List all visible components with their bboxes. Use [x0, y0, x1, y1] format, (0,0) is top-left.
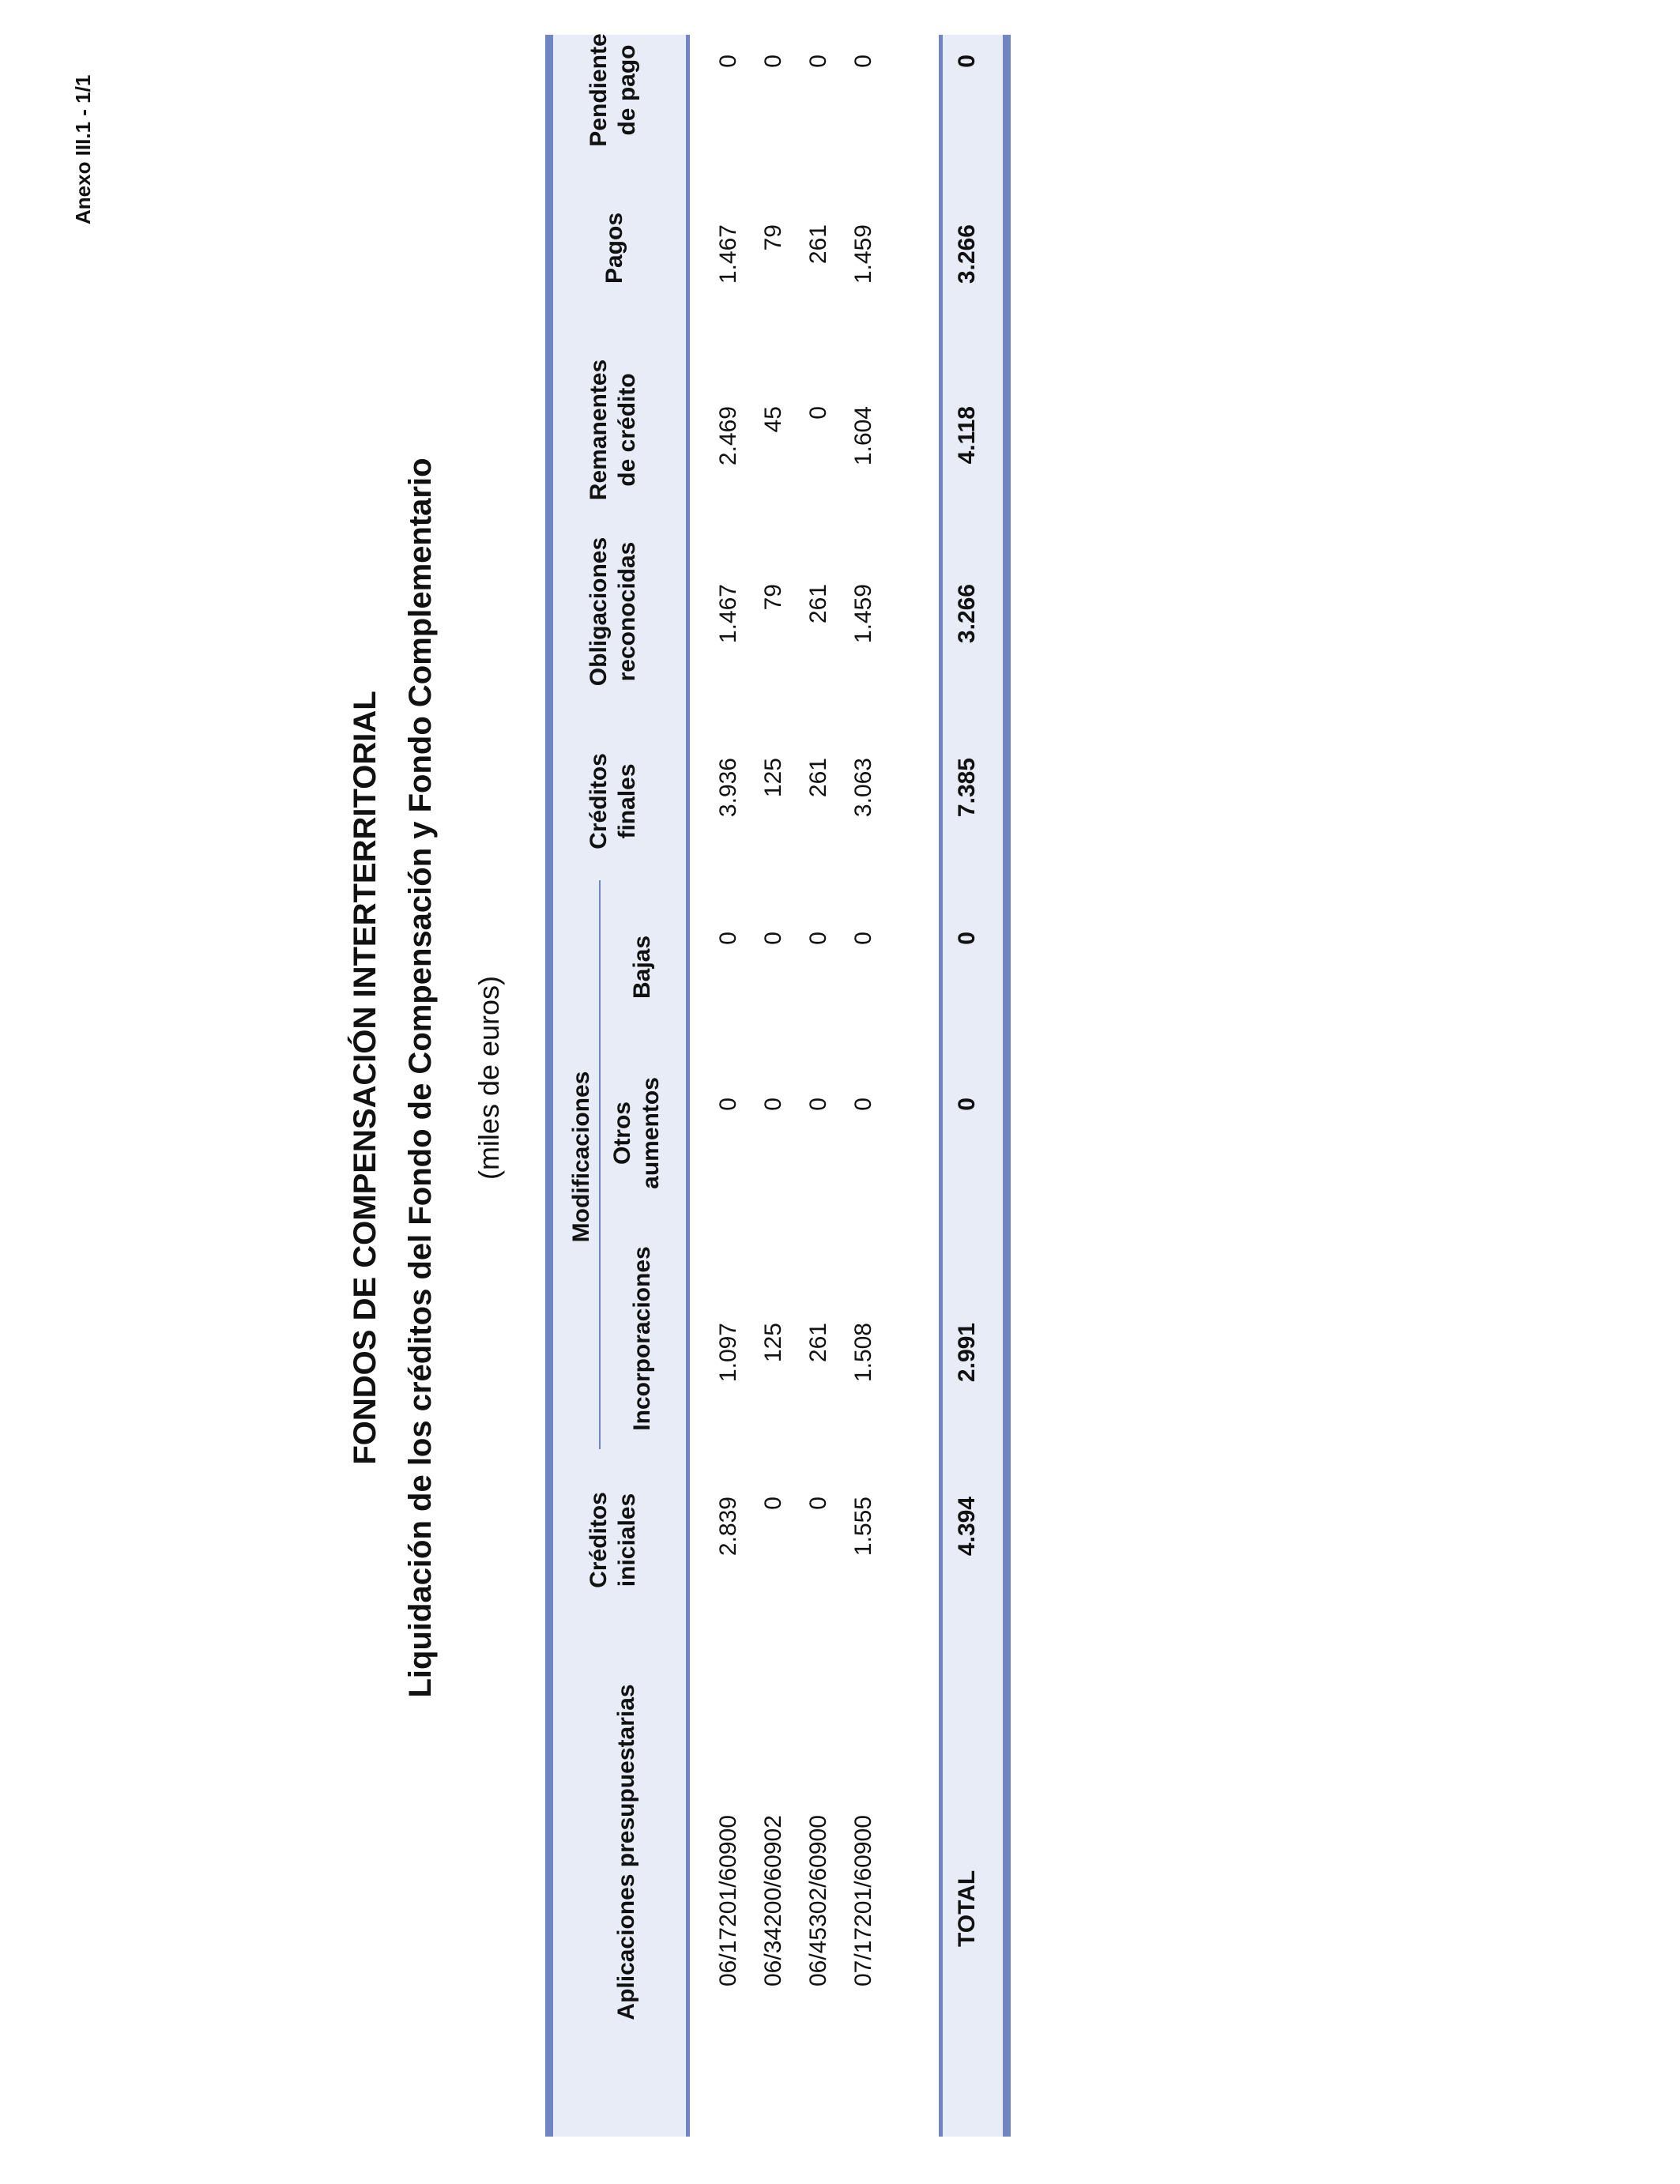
cell-obl: 79	[760, 584, 786, 611]
cell-obl: 1.459	[850, 584, 876, 644]
cell-bajas: 0	[850, 932, 876, 945]
header-aplicaciones: Aplicaciones presupuestarias	[613, 1684, 639, 2020]
page-title: FONDOS DE COMPENSACIÓN INTERTERRITORIAL	[348, 691, 382, 1465]
header-creditos-finales: Créditos finales	[586, 753, 640, 849]
cell-pag: 1.459	[850, 224, 876, 284]
header-bajas: Bajas	[629, 935, 655, 1000]
cell-pend: 0	[760, 55, 786, 68]
total-label: TOTAL	[954, 1870, 980, 1947]
cell-bajas: 0	[805, 932, 831, 945]
total-otros: 0	[954, 1098, 980, 1111]
header-modificaciones: Modificaciones	[568, 1071, 594, 1243]
total-bajas: 0	[954, 932, 980, 945]
table-row	[805, 0, 849, 2184]
cell-fin: 3.936	[715, 758, 741, 818]
cell-ini: 0	[805, 1497, 831, 1510]
cell-inc: 261	[805, 1323, 831, 1363]
cell-inc: 1.097	[715, 1323, 741, 1383]
cell-bajas: 0	[760, 932, 786, 945]
cell-pend: 0	[850, 55, 876, 68]
cell-rem: 1.604	[850, 406, 876, 466]
cell-otros: 0	[715, 1098, 741, 1111]
cell-ini: 2.839	[715, 1497, 741, 1557]
header-creditos-iniciales: Créditos iniciales	[586, 1492, 640, 1588]
cell-bajas: 0	[715, 932, 741, 945]
cell-inc: 1.508	[850, 1323, 876, 1383]
cell-otros: 0	[760, 1098, 786, 1111]
cell-fin: 125	[760, 758, 786, 798]
total-fin: 7.385	[954, 758, 980, 818]
cell-fin: 3.063	[850, 758, 876, 818]
units-note: (miles de euros)	[473, 975, 505, 1180]
cell-pag: 1.467	[715, 224, 741, 284]
modificaciones-divider	[599, 880, 601, 1449]
cell-rem: 0	[805, 406, 831, 420]
cell-fin: 261	[805, 758, 831, 798]
total-pag: 3.266	[954, 224, 980, 284]
cell-pend: 0	[715, 55, 741, 68]
row-aplicacion: 07/17201/60900	[850, 1815, 876, 1986]
total-inc: 2.991	[954, 1323, 980, 1383]
header-incorporaciones: Incorporaciones	[629, 1246, 655, 1431]
page-subtitle: Liquidación de los créditos del Fondo de Compensación y Fondo Complementario	[403, 458, 438, 1698]
cell-ini: 1.555	[850, 1497, 876, 1557]
table-row	[760, 0, 804, 2184]
cell-otros: 0	[805, 1098, 831, 1111]
cell-obl: 1.467	[715, 584, 741, 644]
row-aplicacion: 06/17201/60900	[715, 1815, 741, 1986]
header-pagos: Pagos	[601, 212, 627, 284]
total-obl: 3.266	[954, 584, 980, 644]
row-aplicacion: 06/34200/60902	[760, 1815, 786, 1986]
header-remanentes: Remanentes de crédito	[586, 359, 640, 501]
total-rem: 4.118	[954, 406, 980, 465]
total-pend: 0	[954, 55, 980, 68]
cell-obl: 261	[805, 584, 831, 624]
cell-pag: 79	[760, 224, 786, 251]
cell-rem: 45	[760, 406, 786, 433]
cell-ini: 0	[760, 1497, 786, 1510]
total-row	[954, 0, 998, 2184]
cell-rem: 2.469	[715, 406, 741, 466]
row-aplicacion: 06/45302/60900	[805, 1815, 831, 1986]
cell-otros: 0	[850, 1098, 876, 1111]
table-row	[715, 0, 759, 2184]
header-pendiente: Pendiente de pago	[586, 33, 640, 147]
annex-reference: Anexo III.1 - 1/1	[71, 74, 95, 224]
cell-pag: 261	[805, 224, 831, 265]
cell-inc: 125	[760, 1323, 786, 1363]
header-obligaciones: Obligaciones reconocidas	[586, 537, 640, 687]
cell-pend: 0	[805, 55, 831, 68]
table-row	[850, 0, 895, 2184]
header-otros-aumentos: Otros aumentos	[609, 1077, 664, 1189]
total-ini: 4.394	[954, 1497, 980, 1557]
